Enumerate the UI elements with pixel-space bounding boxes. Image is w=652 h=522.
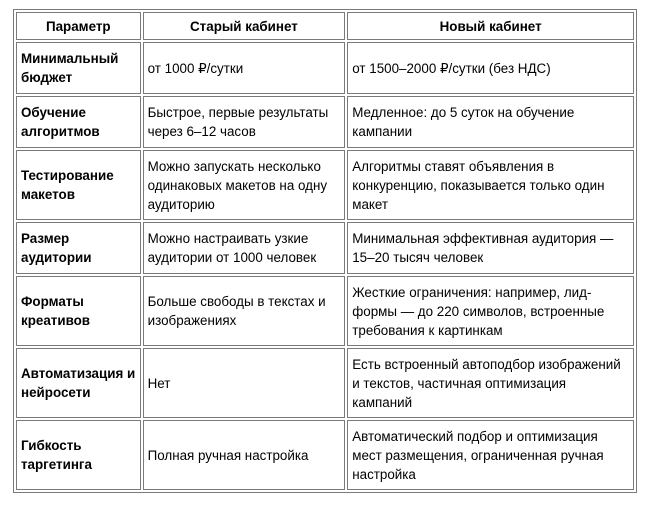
row-new-value: Минимальная эффективная аудитория — 15–20 тысяч человек [347, 222, 634, 274]
row-parameter: Минимальный бюджет [16, 42, 141, 94]
table-row [16, 420, 634, 490]
row-old-value: Можно настраивать узкие аудитории от 1000 человек [143, 222, 346, 274]
row-new-value: Есть встроенный автоподбор изображений и текстов, частичная оптимизация кампаний [347, 348, 634, 418]
table-row [16, 96, 634, 148]
row-new-value: Жесткие ограничения: например, лид-формы — до 220 символов, встроенные требования к картинкам [347, 276, 634, 346]
header-parameter: Параметр [16, 12, 141, 40]
table-row [16, 150, 634, 220]
row-old-value: Можно запускать несколько одинаковых макетов на одну аудиторию [143, 150, 346, 220]
row-old-value: Нет [143, 348, 346, 418]
header-old-cabinet: Старый кабинет [143, 12, 346, 40]
row-new-value: Алгоритмы ставят объявления в конкуренцию, показывается только один макет [347, 150, 634, 220]
row-new-value: Автоматический подбор и оптимизация мест размещения, ограниченная ручная настройка [347, 420, 634, 490]
row-old-value: Больше свободы в текстах и изображениях [143, 276, 346, 346]
row-parameter: Обучение алгоритмов [16, 96, 141, 148]
row-old-value: Быстрое, первые результаты через 6–12 часов [143, 96, 346, 148]
row-old-value: от 1000 ₽/сутки [143, 42, 346, 94]
comparison-table [13, 9, 637, 493]
row-new-value: Медленное: до 5 суток на обучение кампании [347, 96, 634, 148]
row-parameter: Форматы креативов [16, 276, 141, 346]
header-row [16, 12, 634, 40]
table-row [16, 276, 634, 346]
row-parameter: Автоматизация и нейросети [16, 348, 141, 418]
header-new-cabinet: Новый кабинет [347, 12, 634, 40]
row-old-value: Полная ручная настройка [143, 420, 346, 490]
row-parameter: Тестирование макетов [16, 150, 141, 220]
table-row [16, 222, 634, 274]
table-row [16, 42, 634, 94]
row-new-value: от 1500–2000 ₽/сутки (без НДС) [347, 42, 634, 94]
table-row [16, 348, 634, 418]
row-parameter: Гибкость таргетинга [16, 420, 141, 490]
row-parameter: Размер аудитории [16, 222, 141, 274]
